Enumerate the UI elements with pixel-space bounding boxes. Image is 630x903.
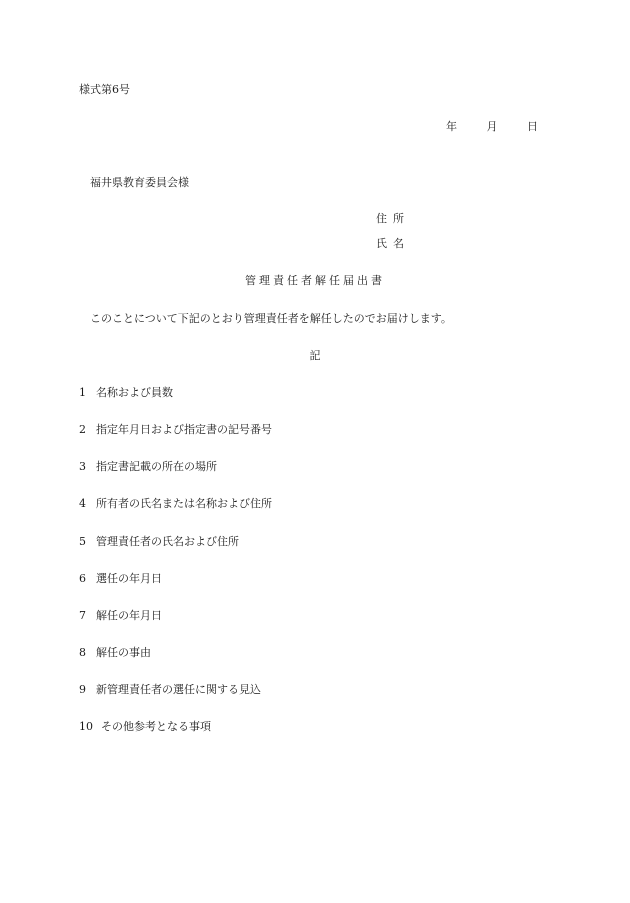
intro-text: このことについて下記のとおり管理責任者を解任したのでお届けします。: [90, 312, 452, 325]
list-item: [79, 647, 151, 658]
item-text: その他参考となる事項: [101, 720, 211, 733]
item-number: 7: [79, 609, 86, 622]
list-item: [79, 721, 211, 732]
item-text: 解任の年月日: [96, 609, 162, 622]
item-number: 2: [79, 423, 86, 436]
applicant-name-label: 氏名: [376, 237, 410, 250]
item-number: 5: [79, 535, 86, 548]
item-text: 新管理責任者の選任に関する見込: [96, 683, 261, 696]
date-year-label: 年: [446, 120, 457, 133]
item-text: 選任の年月日: [96, 572, 162, 585]
list-item: [79, 536, 239, 547]
item-text: 名称および員数: [96, 386, 173, 399]
list-item: [79, 573, 162, 584]
date-day-label: 日: [527, 120, 538, 133]
item-text: 管理責任者の氏名および住所: [96, 535, 239, 548]
item-text: 所有者の氏名または名称および住所: [96, 497, 272, 510]
item-text: 解任の事由: [96, 646, 151, 659]
item-number: 10: [79, 720, 93, 733]
ki-heading: 記: [309, 349, 321, 362]
item-number: 1: [79, 386, 86, 399]
addressee: 福井県教育委員会様: [90, 176, 189, 189]
item-number: 3: [79, 460, 86, 473]
list-item: [79, 684, 261, 695]
document-title: 管理責任者解任届出書: [245, 274, 385, 287]
date-line: [446, 121, 538, 132]
item-text: 指定年月日および指定書の記号番号: [96, 423, 272, 436]
list-item: [79, 498, 272, 509]
applicant-address-label: 住所: [376, 212, 410, 225]
list-item: [79, 424, 272, 435]
item-number: 6: [79, 572, 86, 585]
list-item: [79, 610, 162, 621]
item-number: 4: [79, 497, 86, 510]
date-month-label: 月: [486, 120, 498, 133]
item-number: 9: [79, 683, 86, 696]
item-text: 指定書記載の所在の場所: [96, 460, 217, 473]
list-item: [79, 387, 173, 398]
form-number: 様式第6号: [79, 83, 130, 96]
list-item: [79, 461, 217, 472]
item-number: 8: [79, 646, 86, 659]
